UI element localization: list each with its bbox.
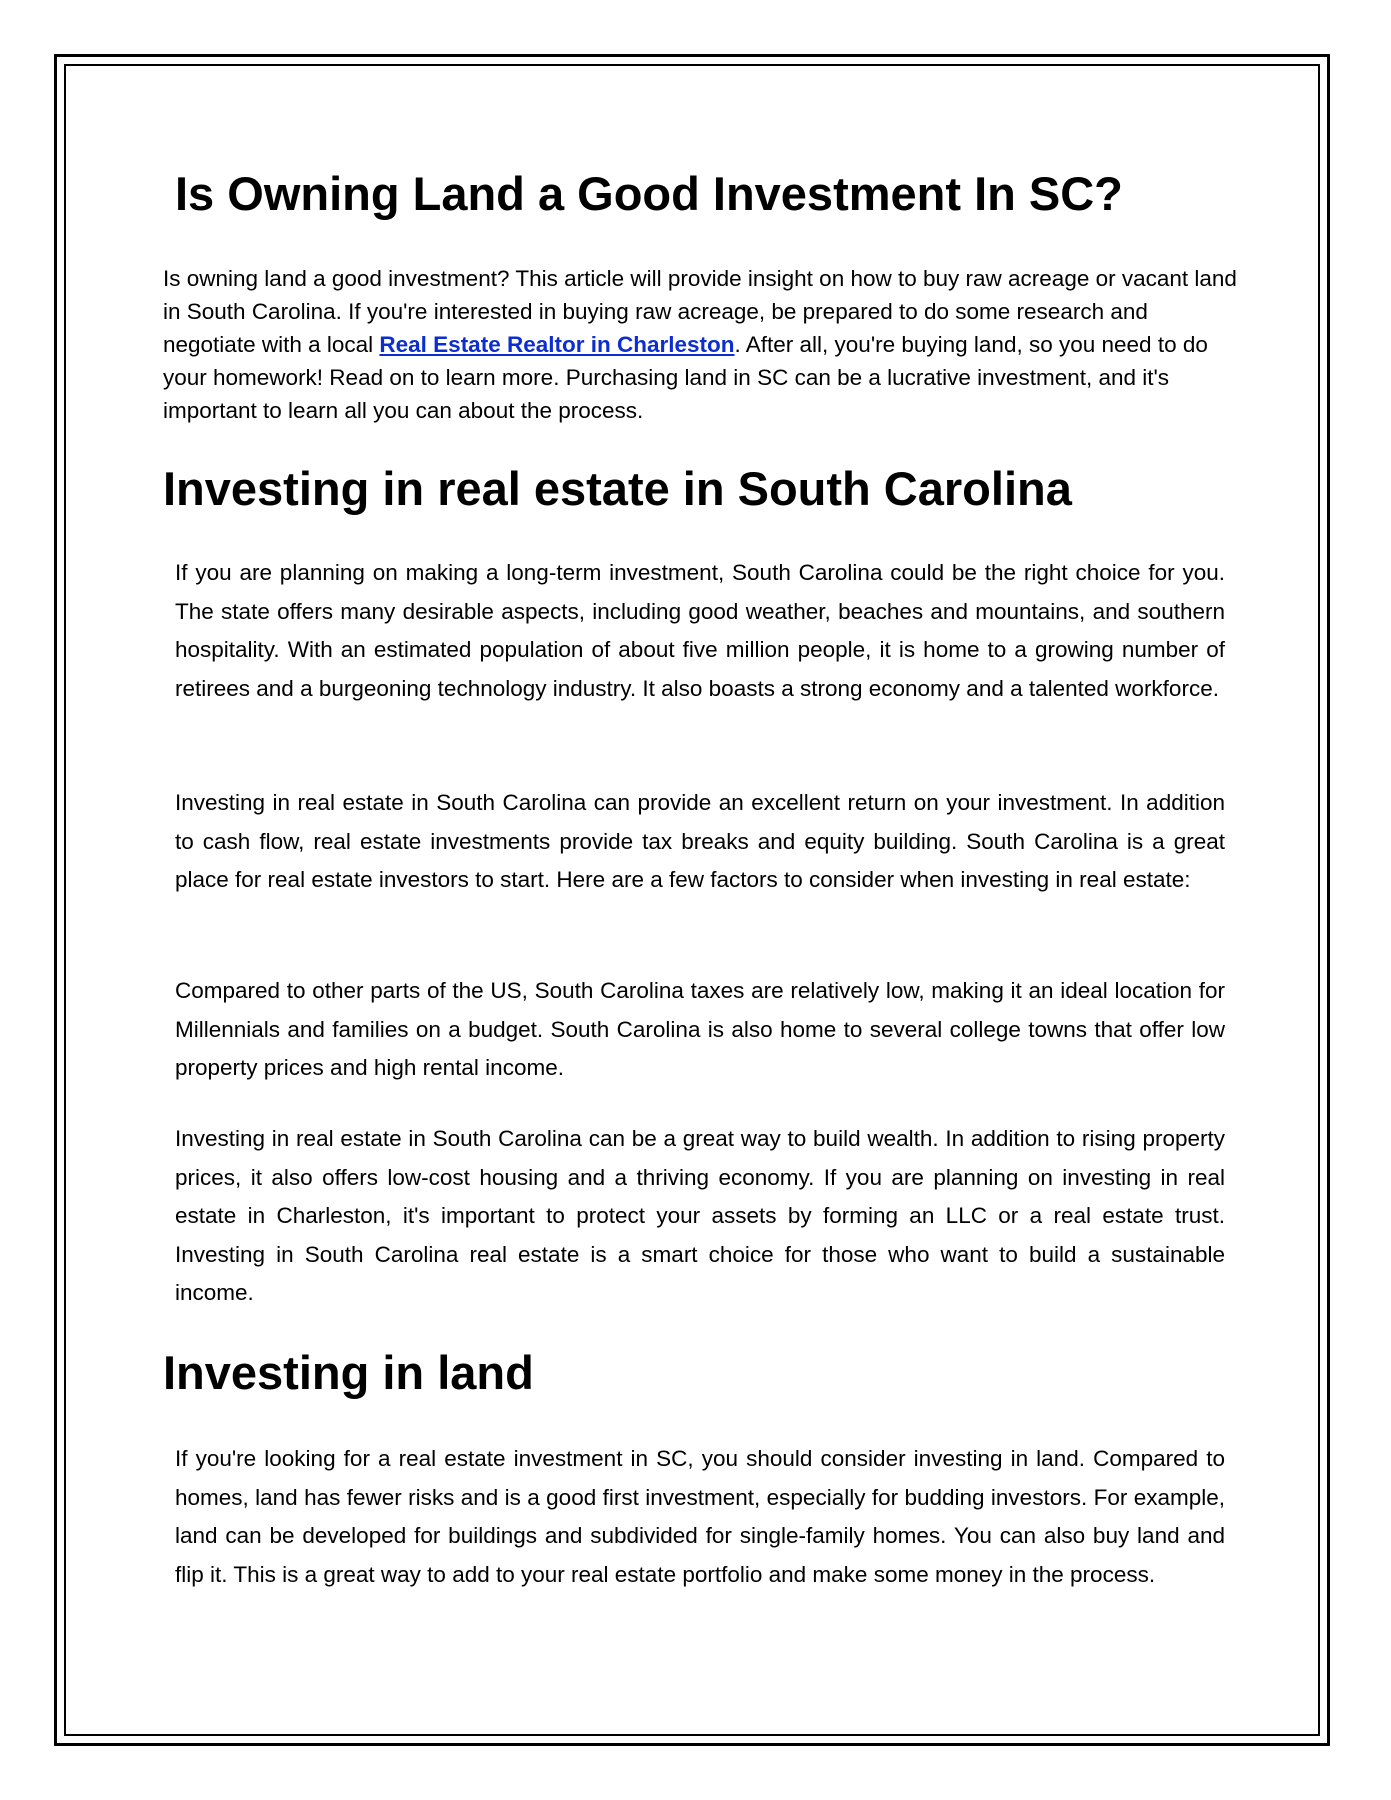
section-heading-real-estate-sc: Investing in real estate in South Carolina xyxy=(163,462,1072,515)
realtor-charleston-link[interactable]: Real Estate Realtor in Charleston xyxy=(379,332,735,357)
section-paragraph: Investing in real estate in South Carolina can be a great way to build wealth. In addition to rising property prices, it also offers low-cost housing and a thriving economy. If you are planning on investing in real estate in Charleston, it's important to protect your assets by forming an LLC or a real estate trust. Investing in South Carolina real estate is a smart choice for those who want to build a sustainable income. xyxy=(175,1126,1225,1305)
intro-paragraph xyxy=(163,262,1243,427)
intro-text-after-link: . After all, you're buying land, so you need to do your homework! Read on to learn more. Purchasing land in SC can be a lucrative investment, and it's important to learn all you can about the process. xyxy=(163,332,1208,423)
section-paragraph: Investing in real estate in South Carolina can provide an excellent return on your investment. In addition to cash flow, real estate investments provide tax breaks and equity building. South Carolina is a great place for real estate investors to start. Here are a few factors to consider when investing in real estate: xyxy=(175,790,1225,892)
document-title: Is Owning Land a Good Investment In SC? xyxy=(175,167,1123,220)
section-paragraph: Compared to other parts of the US, South Carolina taxes are relatively low, making it an ideal location for Millennials and families on a budget. South Carolina is also home to several college towns that offer low property prices and high rental income. xyxy=(175,978,1225,1080)
intro-text-before-link: Is owning land a good investment? This article will provide insight on how to buy raw acreage or vacant land in South Carolina. If you're interested in buying raw acreage, be prepared to do some research and negotiate with a local xyxy=(163,266,1237,357)
section-paragraph: If you're looking for a real estate investment in SC, you should consider investing in land. Compared to homes, land has fewer risks and is a good first investment, especially for budding investors. For example, land can be developed for buildings and subdivided for single-family homes. You can also buy land and flip it. This is a great way to add to your real estate portfolio and make some money in the process. xyxy=(175,1446,1225,1587)
section-heading-investing-land: Investing in land xyxy=(163,1346,534,1399)
section-paragraph: If you are planning on making a long-term investment, South Carolina could be the right choice for you. The state offers many desirable aspects, including good weather, beaches and mountains, and southern hospitality. With an estimated population of about five million people, it is home to a growing number of retirees and a burgeoning technology industry. It also boasts a strong economy and a talented workforce. xyxy=(175,560,1225,701)
